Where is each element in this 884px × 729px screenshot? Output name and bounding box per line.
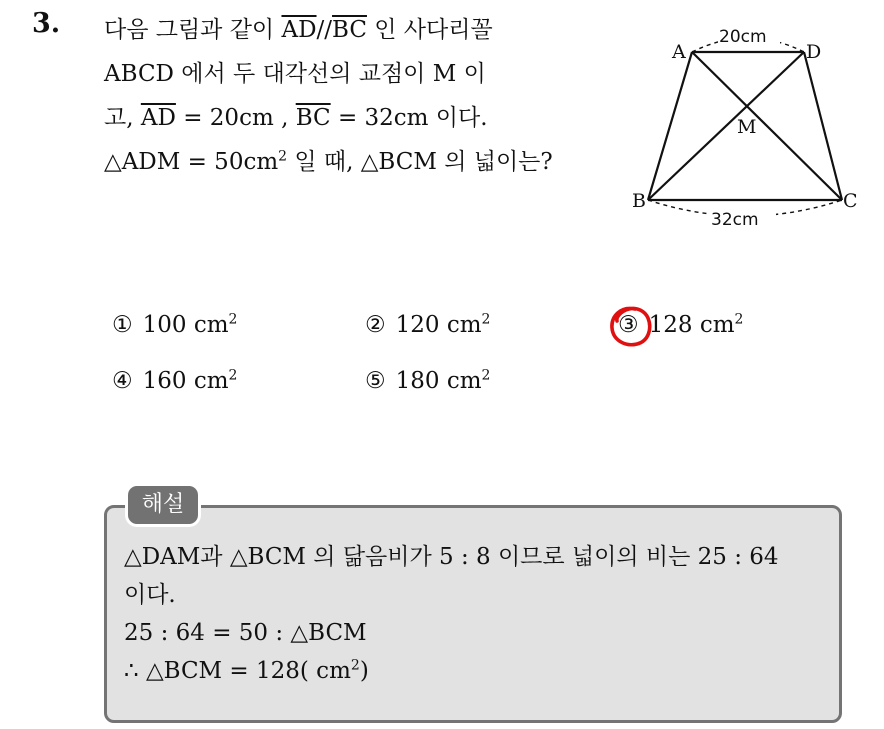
choice-1[interactable]: ① 100 $cm^2$ [112,311,238,338]
trapezoid-figure [620,10,870,240]
answer-circle-mark [607,304,655,350]
question-line-3: 고, $\overline{AD} = 20cm$ , $\overline{BC} = 32cm$ 이다. [104,105,488,131]
choice-3[interactable]: ③ 128 $cm^2$ [618,311,744,338]
segment-bc: $\overline{BC}$ [332,17,367,43]
label-c: C [843,190,858,212]
question-line-2: ABCD 에서 두 대각선의 교점이 M 이 [104,61,486,87]
solution-text [124,538,834,690]
solution-line-2: 이다. [124,582,176,608]
label-m: M [737,116,757,138]
diagonal-ac [692,52,842,200]
solution-line-4: ∴ △BCM = 128( $cm^2$) [124,657,369,684]
label-b: B [632,190,646,212]
solution-tag: 해설 [128,486,198,524]
top-length-label: 20cm [719,27,767,47]
choice-4[interactable]: ④ 160 $cm^2$ [112,367,238,394]
segment-ad: $\overline{AD}$ [140,105,176,131]
segment-ad: $\overline{AD}$ [281,17,317,43]
choice-2[interactable]: ② 120 $cm^2$ [365,311,491,338]
question-text [104,8,594,184]
segment-bc: $\overline{BC}$ [295,105,331,131]
question-line-4: △ADM = $50cm^2$ 일 때, △BCM 의 넓이는? [104,148,553,175]
label-d: D [806,41,822,63]
solution-line-3: 25 : 64 = 50 : △BCM [124,620,367,646]
parallel-symbol: // [316,17,333,43]
solution-line-1: △DAM과 △BCM 의 닮음비가 5 : 8 이므로 넓이의 비는 25 : 64 [124,544,779,570]
choice-5[interactable]: ⑤ 180 $cm^2$ [365,367,491,394]
question-line-1: 다음 그림과 같이 $\overline{AD}//\overline{BC}$ 인 사다리꼴 [104,17,493,43]
bottom-length-label: 32cm [711,210,759,230]
question-number: 3. [32,8,61,39]
diagonal-bd [648,52,804,200]
label-a: A [672,41,686,63]
side-dc [804,52,842,200]
